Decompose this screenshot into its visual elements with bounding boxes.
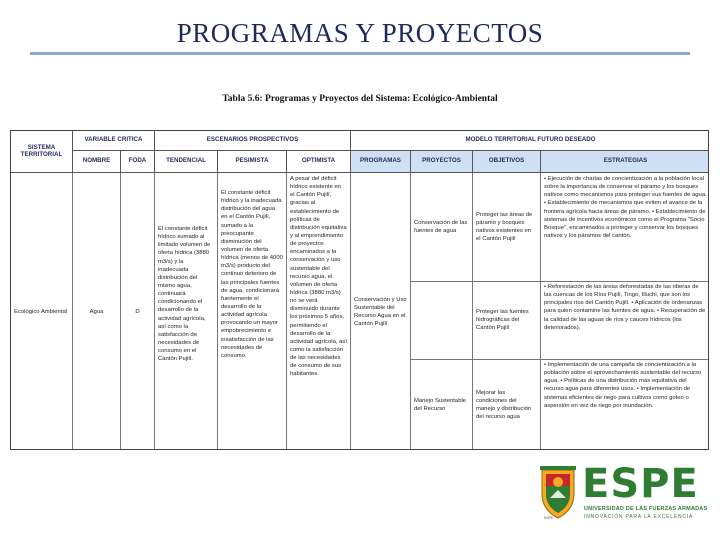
header-pesimista: PESIMISTA bbox=[218, 151, 287, 173]
crest-icon bbox=[538, 464, 578, 522]
cell-estrategias-3: • Implementación de una campaña de concientización a la población sobre el aprovechamiento sustentable del recurso agua. • Políticas de una distribución más equitativa del recurso agua para diferentes usos. • Implementación de sistemas eficientes de riego para cultivos como goteo o aspersión en vez de riego por inundación. bbox=[544, 362, 702, 409]
logo-motto: ESPE bbox=[544, 516, 554, 520]
cell-estrategias-1: • Ejecución de charlas de concientización a la población local sobre la importancia de conservar el páramo y los bosques nativos como mecanismos para proteger sus fuentes de agua. • Establecimiento de mecanismos que eviten el avance de la frontera agrícola hacia áreas de páramo. • Establecimiento de sistemas de incentivos económicos como el Programa "Socio Bosque", encaminados a proteger y conservar los bosques nativos y los páramos del cantón. bbox=[544, 176, 707, 239]
table-caption: Tabla 5.6: Programas y Proyectos del Sistema: Ecológico-Ambiental bbox=[222, 94, 498, 104]
cell-proyecto-1: Conservación de las fuentes de agua bbox=[411, 173, 473, 281]
programs-table bbox=[10, 130, 709, 450]
header-estrategias: ESTRATEGIAS bbox=[541, 151, 709, 173]
cell-foda: D bbox=[121, 173, 155, 450]
cell-optimista: A pesar del déficit hídrico existente en el Cantón Pujilí, gracias al establecimiento de políticas de distribución equitativa y al emprendimiento de proyectos encaminados a la conservación y uso sustentable del recurso agua, el volumen de oferta hídrica (3880 m3/s) no se verá disminuido durante los próximos 5 años, permitiendo el desarrollo de la actividad agrícola, así como la satisfacción de las necesidades de consumo de sus habitantes. bbox=[287, 173, 351, 450]
cell-objetivo-2: Proteger las fuentes hidrográficas del Cantón Pujilí bbox=[473, 281, 541, 359]
cell-nombre: Agua bbox=[73, 173, 121, 450]
cell-proyecto-3: Manejo Sustentable del Recurso bbox=[411, 359, 473, 450]
header-modelo-territorial: MODELO TERRITORIAL FUTURO DESEADO bbox=[351, 131, 709, 151]
header-foda: FODA bbox=[121, 151, 155, 173]
row-divider bbox=[411, 359, 709, 360]
cell-pesimista: El constante déficit hídrico y la inadecuada distribución del agua en el Cantón Pujilí, sumado a la preocupante disminución del volumen de oferta hídrica (menos de 4000 m3/s) producto del continuo deterioro de las principales fuentes de agua, condicionará fuertemente el desarrollo de la actividad agrícola provocando un mayor empobrecimiento e insatisfacción de las necesidades de consumo. bbox=[218, 173, 287, 450]
cell-tendencial: El constante déficit hídrico sumado al limitado volumen de oferta hídrica (3880 m3/s) y la inadecuada distribución del mismo agua, continuará condicionando el desarrollo de la actividad agrícola, así como la satisfacción de necesidades de consumo en el Cantón Pujilí. bbox=[155, 173, 218, 450]
espe-logo bbox=[538, 462, 708, 526]
header-sistema-territorial: SISTEMA TERRITORIAL bbox=[11, 131, 73, 173]
header-tendencial: TENDENCIAL bbox=[155, 151, 218, 173]
cell-proyecto-2 bbox=[411, 281, 473, 359]
cell-estrategias-2: • Reforestación de las áreas deforestadas de las riberas de las cuencas de los Ríos Pujilí, Tingo, Illuchi, que son los principales ríos del Cantón Pujilí. • Aplicación de ordenanzas para quien contamine las fuentes de agua. • Recuperación de la calidad de las aguas de ríos y cauces hídricos (los deteriorados). bbox=[544, 284, 706, 331]
header-variable-critica: VARIABLE CRITICA bbox=[73, 131, 155, 151]
header-objetivos: OBJETIVOS bbox=[473, 151, 541, 173]
header-escenarios-prospectivos: ESCENARIOS PROSPECTIVOS bbox=[155, 131, 351, 151]
header-nombre: NOMBRE bbox=[73, 151, 121, 173]
cell-objetivo-1: Proteger las áreas de páramo y bosques nativos existentes en el Cantón Pujilí bbox=[473, 173, 541, 281]
header-programas: PROGRAMAS bbox=[351, 151, 411, 173]
cell-sistema: Ecológico Ambiental bbox=[11, 173, 73, 450]
cell-programa: Conservación y Uso Sustentable del Recurso Agua en el Cantón Pujilí bbox=[351, 173, 411, 450]
row-divider bbox=[411, 281, 709, 282]
logo-subtitle: UNIVERSIDAD DE LAS FUERZAS ARMADAS bbox=[584, 506, 708, 512]
header-proyectos: PROYECTOS bbox=[411, 151, 473, 173]
title-divider bbox=[30, 52, 690, 55]
slide-title: PROGRAMAS Y PROYECTOS bbox=[176, 18, 544, 48]
logo-wordmark: ESPE bbox=[582, 461, 699, 507]
logo-tagline: INNOVACIÓN PARA LA EXCELENCIA bbox=[584, 514, 694, 520]
header-optimista: OPTIMISTA bbox=[287, 151, 351, 173]
cell-objetivo-3: Mejorar las condiciones del manejo y distribución del recurso agua bbox=[473, 359, 541, 450]
